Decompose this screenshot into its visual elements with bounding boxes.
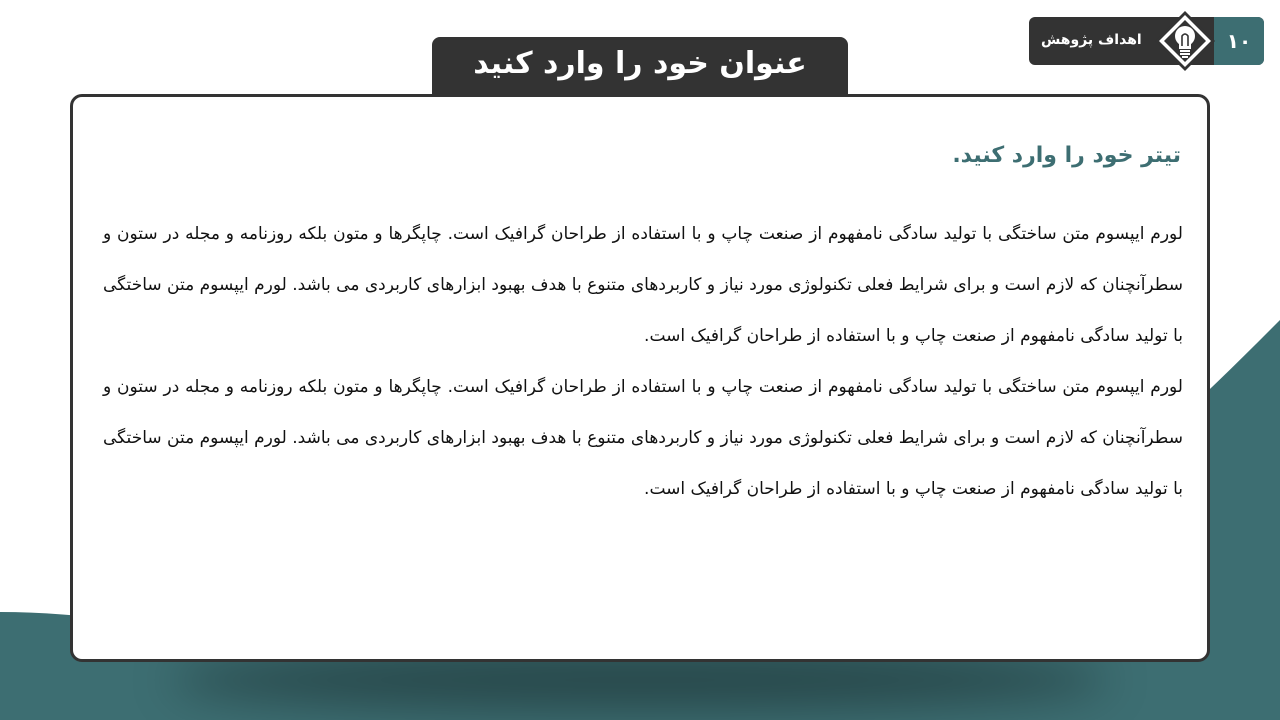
slide-title: عنوان خود را وارد کنید <box>473 46 807 81</box>
content-card <box>70 94 1210 662</box>
paragraph-2: لورم ایپسوم متن ساختگی با تولید سادگی نامفهوم از صنعت چاپ و با استفاده از طراحان گرافیک است. چاپگرها و متون بلکه روزنامه و مجله در ستون و سطرآنچنان که لازم است و برای شرایط فعلی تکنولوژی مورد نیاز و کاربردهای متنوع با هدف بهبود ابزارهای کاربردی می باشد. لورم ایپسوم متن ساختگی با تولید سادگی نامفهوم از صنعت چاپ و با استفاده از طراحان گرافیک است. <box>103 377 1183 499</box>
title-tab <box>432 37 848 101</box>
lightbulb-icon <box>1153 9 1217 73</box>
paragraph-1: لورم ایپسوم متن ساختگی با تولید سادگی نامفهوم از صنعت چاپ و با استفاده از طراحان گرافیک است. چاپگرها و متون بلکه روزنامه و مجله در ستون و سطرآنچنان که لازم است و برای شرایط فعلی تکنولوژی مورد نیاز و کاربردهای متنوع با هدف بهبود ابزارهای کاربردی می باشد. لورم ایپسوم متن ساختگی با تولید سادگی نامفهوم از صنعت چاپ و با استفاده از طراحان گرافیک است. <box>103 224 1183 346</box>
card-title: تیتر خود را وارد کنید. <box>952 143 1181 168</box>
section-label: اهداف پژوهش <box>1041 32 1142 48</box>
slide-number: ۱۰ <box>1226 29 1252 53</box>
card-body <box>103 209 1183 515</box>
slide-number-badge <box>1029 17 1264 65</box>
